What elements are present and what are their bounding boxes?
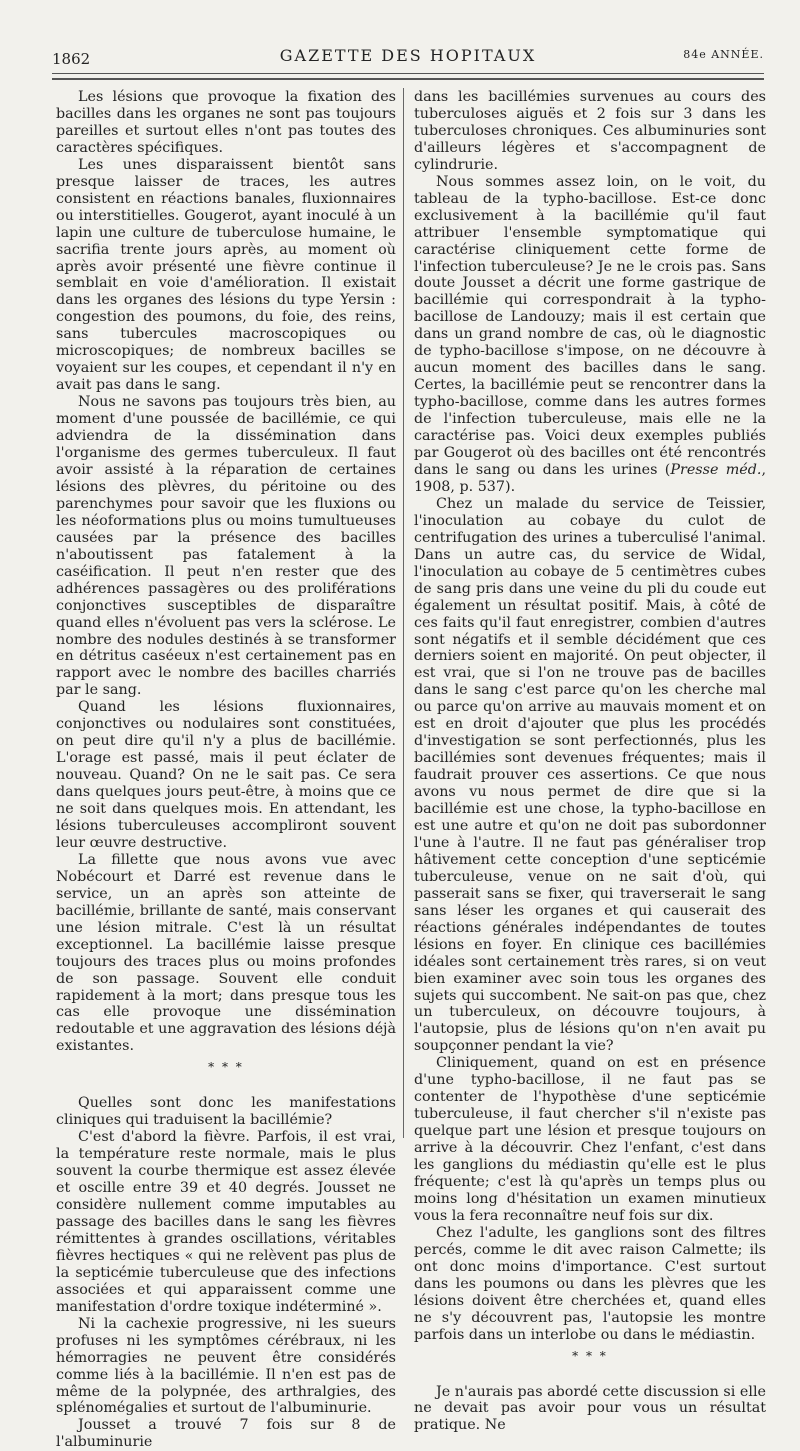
paragraph: dans les bacillémies survenues au cours des tuberculoses aiguës et 2 fois sur 3 dans les tuberculoses chroniques. Ces albuminuries sont d'ailleurs légères et s'accompagnent de cylindrurie.: [414, 89, 766, 173]
paragraph: Nous ne savons pas toujours très bien, au moment d'une poussée de bacillémie, ce qui adviendra de la dissémination dans l'organisme des germes tuberculeux. Il faut avoir assisté à la réparation de certaines lésions des plèvres, du péritoine ou des parenchymes pour savoir que les fluxions ou les néoformations plus ou moins tumultueuses causées par la présence des bacilles n'aboutissent pas fatalement à la caséification. Il peut n'en rester que des adhérences passagères ou des proliférations conjonctives susceptibles de disparaître quand elles n'évoluent pas vers la sclérose. Le nombre des nodules destinés à se transformer en détritus caséeux n'est certainement pas en rapport avec le nombre des bacilles charriés par le sang.: [56, 394, 396, 699]
volume-year: 84e ANNÉE.: [683, 48, 764, 61]
paragraph: Quand les lésions fluxionnaires, conjonctives ou nodulaires sont constituées, on peut dire qu'il n'y a plus de bacillémie. L'orage est passé, mais il peut éclater de nouveau. Quand? On ne le sait pas. Ce sera dans quelques jours peut-être, à moins que ce ne soit dans quelques mois. En attendant, les lésions tuberculeuses accompliront souvent leur œuvre destructive.: [56, 699, 396, 851]
left-column: [56, 89, 396, 1451]
page-number: 1862: [52, 50, 91, 68]
paragraph: Ni la cachexie progressive, ni les sueurs profuses ni les symptômes cérébraux, ni les hémorragies ne peuvent être considérés comme liés à la bacillémie. Il n'en est pas de même de la polypnée, des arthralgies, des splénomégalies et surtout de l'albuminurie.: [56, 1315, 396, 1417]
section-separator: * * *: [208, 1060, 244, 1075]
header-rule-thin: [52, 73, 764, 74]
paragraph: C'est d'abord la fièvre. Parfois, il est vrai, la température reste normale, mais le plus souvent la courbe thermique est assez élevée et oscille entre 39 et 40 degrés. Jousset ne considère nullement comme imputables au passage des bacilles dans le sang les fièvres rémittentes à grandes oscillations, véritables fièvres hectiques « qui ne relèvent pas plus de la septicémie tuberculeuse que des infections associées et qui apparaissent comme une manifestation d'ordre toxique indéterminé ».: [56, 1129, 396, 1315]
citation-reference: Presse méd.: [670, 461, 762, 478]
paragraph: Chez un malade du service de Teissier, l'inoculation au cobaye du culot de centrifugation des urines a tuberculisé l'animal. Dans un autre cas, du service de Widal, l'inoculation au cobaye de 5 centimètres cubes de sang pris dans une veine du pli du coude eut également un résultat positif. Mais, à côté de ces faits qu'il faut enregistrer, combien d'autres sont négatifs et il semble décidément que ces derniers soient en majorité. On peut objecter, il est vrai, que si l'on ne trouve pas de bacilles dans le sang c'est parce qu'on les cherche mal ou parce qu'on arrive au mauvais moment et on est en droit d'ajouter que plus les procédés d'investigation se sont perfectionnés, plus les bacillémies sont devenues fréquentes; mais il faudrait prouver ces assertions. Ce que nous avons vu nous permet de dire que si la bacillémie est une chose, la typho-bacillose en est une autre et qu'on ne doit pas subordonner l'une à l'autre. Il ne faut pas généraliser trop hâtivement cette conception d'une septicémie tuberculeuse, venue on ne sait d'où, qui passerait sans se fixer, qui traverserait le sang sans léser les organes et qui causerait des réactions générales indépendantes de toutes lésions en foyer. En clinique ces bacillémies idéales sont certainement très rares, si on veut bien examiner avec soin tous les organes des sujets qui succombent. Ne sait-on pas que, chez un tuberculeux, on découvre toujours, à l'autopsie, plus de lésions qu'on n'en avait pu soupçonner pendant la vie?: [414, 495, 766, 1055]
citation-tail: , 1908, p. 537).: [414, 461, 766, 495]
paragraph: Les unes disparaissent bientôt sans presque laisser de traces, les autres consistent en réactions banales, fluxionnaires ou interstitielles. Gougerot, ayant inoculé à un lapin une culture de tuberculose humaine, le sacrifia trente jours après, au moment où après avoir présenté une fièvre continue il semblait en voie d'amélioration. Il existait dans les organes des lésions du type Yersin : congestion des poumons, du foie, des reins, sans tubercules macroscopiques ou microscopiques; de nombreux bacilles se voyaient sur les coupes, et cependant il n'y en avait pas dans le sang.: [56, 156, 396, 394]
header-rule-thick: [52, 78, 764, 80]
paragraph: La fillette que nous avons vue avec Nobécourt et Darré est revenue dans le service, un an après son atteinte de bacillémie, brillante de santé, mais conservant une lésion mitrale. C'est là un résultat exceptionnel. La bacillémie laisse presque toujours des traces plus ou moins profondes de son passage. Souvent elle conduit rapidement à la mort; dans presque tous les cas elle provoque une dissémination redoutable et une aggravation des lésions déjà existantes.: [56, 851, 396, 1055]
paragraph: Quelles sont donc les manifestations cliniques qui traduisent la bacillémie?: [56, 1095, 396, 1129]
page-header: [52, 44, 764, 68]
paragraph: Les lésions que provoque la fixation des bacilles dans les organes ne sont pas toujours pareilles et surtout elles n'ont pas toutes des caractères spécifiques.: [56, 89, 396, 156]
paragraph: Chez l'adulte, les ganglions sont des filtres percés, comme le dit avec raison Calmette; ils ont donc moins d'importance. C'est surtout dans les poumons ou dans les plèvres que les lésions doivent être cherchées et, quand elles ne s'y découvrent pas, l'autopsie les montre parfois dans un interlobe ou dans le médiastin.: [414, 1224, 766, 1343]
paragraph: Cliniquement, quand on est en présence d'une typho-bacillose, il ne faut pas se contenter de l'hypothèse d'une septicémie tuberculeuse, il faut chercher s'il n'existe pas quelque part une lésion et presque toujours on arrive à la découvrir. Chez l'enfant, c'est dans les ganglions du médiastin qu'elle est le plus fréquente; c'est là qu'après un temps plus ou moins long d'hésitation un examen minutieux vous la fera reconnaître neuf fois sur dix.: [414, 1055, 766, 1224]
paragraph: Jousset a trouvé 7 fois sur 8 de l'albuminurie: [56, 1417, 396, 1451]
journal-title: GAZETTE DES HOPITAUX: [279, 46, 537, 65]
paragraph-text: Nous sommes assez loin, on le voit, du tableau de la typho-bacillose. Est-ce donc exclusivement à la bacillémie qu'il faut attribuer l'ensemble symptomatique qui caractérise cliniquement cette forme de l'infection tuberculeuse? Je ne le crois pas. Sans doute Jousset a décrit une forme gastrique de bacillémie qui correspondrait à la typho-bacillose de Landouzy; mais il est certain que dans un grand nombre de cas, où le diagnostic de typho-bacillose s'impose, on ne découvre à aucun moment des bacilles dans le sang. Certes, la bacillémie peut se rencontrer dans la typho-bacillose, comme dans les autres formes de l'infection tuberculeuse, mais elle ne la caractérise pas. Voici deux exemples publiés par Gougerot où des bacilles ont été rencontrés dans le sang ou dans les urines (: [414, 173, 766, 478]
paragraph: [414, 174, 766, 496]
section-separator: * * *: [572, 1348, 608, 1363]
column-divider: [403, 88, 404, 1138]
right-column: [414, 89, 766, 1434]
paragraph: Je n'aurais pas abordé cette discussion si elle ne devait pas avoir pour vous un résultat pratique. Ne: [414, 1383, 766, 1434]
